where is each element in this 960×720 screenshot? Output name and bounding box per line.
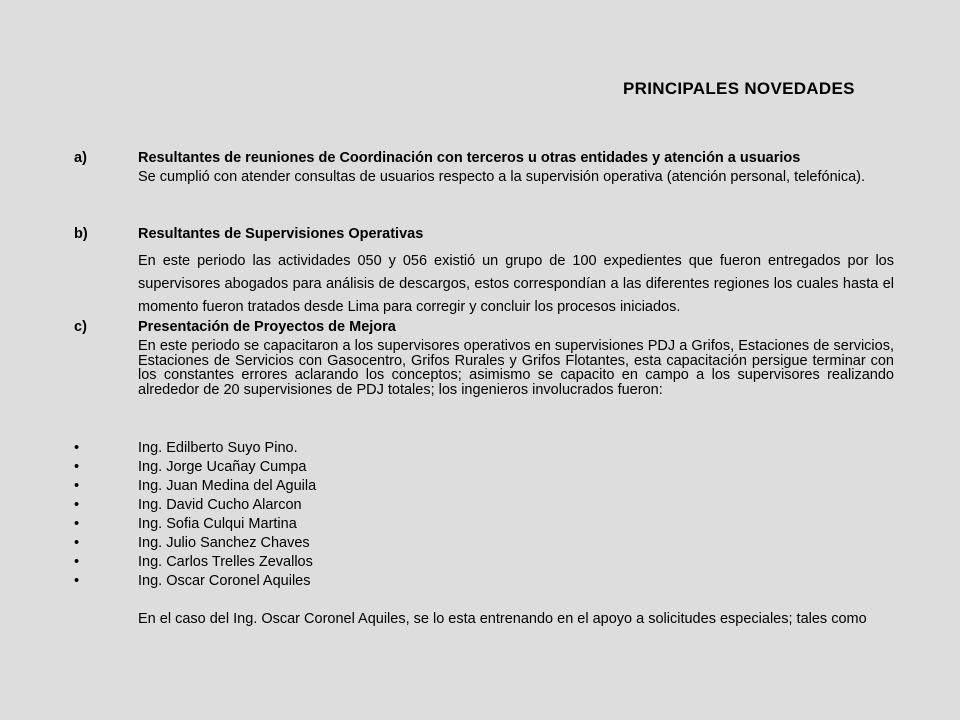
closing-paragraph: En el caso del Ing. Oscar Coronel Aquiles, se lo esta entrenando en el apoyo a solicitudes especiales; tales como xyxy=(138,611,867,627)
list-item xyxy=(74,439,316,458)
section-b-body: En este periodo las actividades 050 y 056 existió un grupo de 100 expedientes que fueron entregados por los supervisores abogados para análisis de descargos, estos correspondían a las diferentes regiones los cuales hasta el momento fueron tratados desde Lima para corregir y concluir los procesos iniciados. xyxy=(138,253,894,315)
bullet-icon: • xyxy=(74,497,80,513)
engineer-name: Ing. Jorge Ucañay Cumpa xyxy=(138,459,307,475)
section-a-letter: a) xyxy=(74,150,87,166)
engineers-list xyxy=(74,439,316,591)
engineer-name: Ing. Carlos Trelles Zevallos xyxy=(138,554,313,570)
list-item xyxy=(74,458,316,477)
bullet-icon: • xyxy=(74,554,80,570)
section-a-body: Se cumplió con atender consultas de usuarios respecto a la supervisión operativa (atención personal, telefónica). xyxy=(138,169,866,185)
section-c xyxy=(74,319,894,397)
section-b xyxy=(74,226,894,319)
list-item xyxy=(74,477,316,496)
engineer-name: Ing. Juan Medina del Aguila xyxy=(138,478,317,494)
bullet-icon: • xyxy=(74,535,80,551)
page-title: PRINCIPALES NOVEDADES xyxy=(623,79,855,98)
section-b-letter: b) xyxy=(74,226,88,242)
bullet-icon: • xyxy=(74,459,80,475)
list-item xyxy=(74,572,316,591)
bullet-icon: • xyxy=(74,516,80,532)
engineer-name: Ing. David Cucho Alarcon xyxy=(138,497,302,513)
section-a-heading xyxy=(74,150,894,166)
section-c-heading xyxy=(74,319,894,335)
bullet-icon: • xyxy=(74,440,80,456)
list-item xyxy=(74,515,316,534)
section-c-body: En este periodo se capacitaron a los supervisores operativos en supervisiones PDJ a Grifos, Estaciones de servicios, Estaciones de Servicios con Gasocentro, Grifos Rurales y Grifos Flotantes, esta capacitación persigue terminar con los constantes errores aclarando los conceptos; asimismo se capacito en campo a los supervisores realizando alrededor de 20 supervisiones de PDJ totales; los ingenieros involucrados fueron: xyxy=(138,338,894,398)
engineer-name: Ing. Julio Sanchez Chaves xyxy=(138,535,310,551)
bullet-icon: • xyxy=(74,573,80,589)
section-a xyxy=(74,150,894,185)
section-b-heading xyxy=(74,226,894,242)
list-item xyxy=(74,534,316,553)
bullet-icon: • xyxy=(74,478,80,494)
list-item xyxy=(74,553,316,572)
engineer-name: Ing. Sofia Culqui Martina xyxy=(138,516,297,532)
section-a-title: Resultantes de reuniones de Coordinación con terceros u otras entidades y atención a usuarios xyxy=(138,150,801,166)
section-b-title: Resultantes de Supervisiones Operativas xyxy=(138,226,424,242)
list-item xyxy=(74,496,316,515)
engineer-name: Ing. Edilberto Suyo Pino. xyxy=(138,440,298,456)
engineer-name: Ing. Oscar Coronel Aquiles xyxy=(138,573,311,589)
section-c-title: Presentación de Proyectos de Mejora xyxy=(138,319,396,335)
section-c-letter: c) xyxy=(74,319,87,335)
